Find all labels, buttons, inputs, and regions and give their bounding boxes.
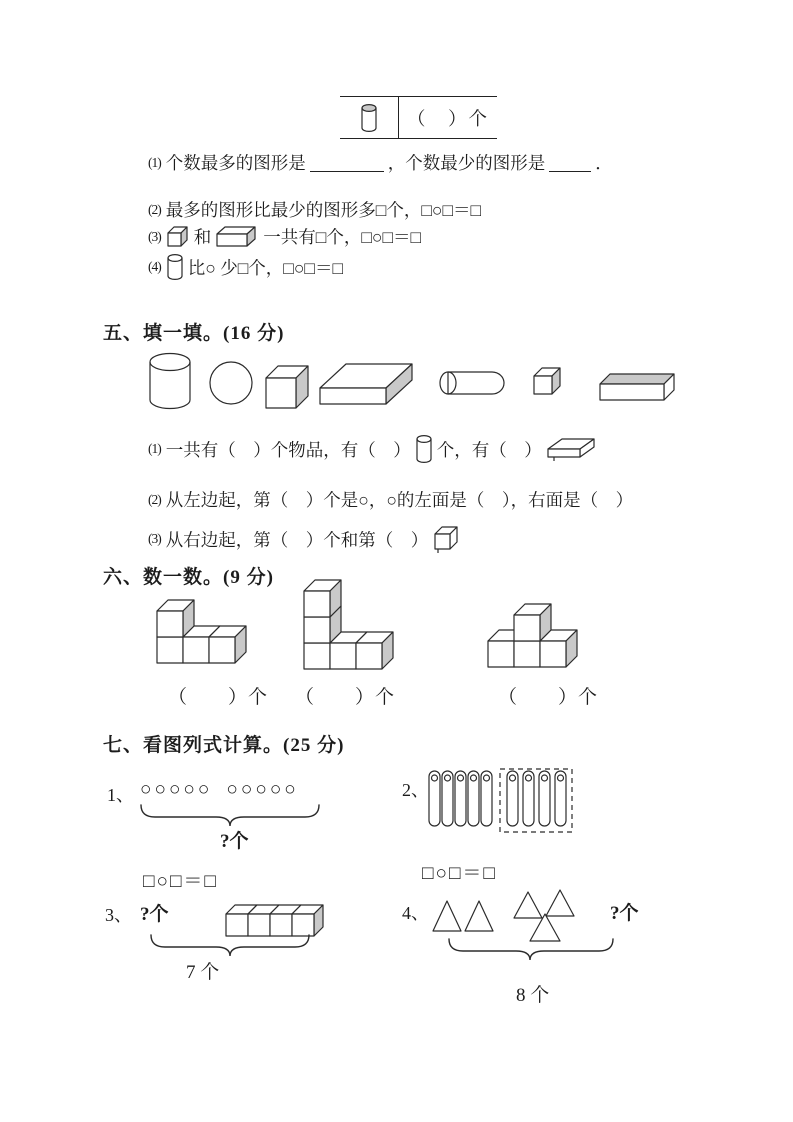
problem-1-equation: □○□＝□ (143, 871, 218, 892)
cuboid-bar-shape (598, 372, 676, 402)
table-fragment (340, 96, 497, 139)
item-text: 比○ 少□个，□○□＝□ (187, 257, 344, 278)
problem-2-number: 2、 (402, 780, 429, 800)
answer-blank (549, 153, 591, 172)
sec6-title: 六、数一数。(9 分) (103, 567, 274, 588)
table-cell-count: （ ）个 (406, 109, 489, 130)
problem-3-total: 7 个 (186, 962, 220, 983)
item-text: 最多的图形比最少的图形多□个，□○□＝□ (165, 200, 482, 220)
count-answer-3: （ ）个 (498, 687, 599, 708)
cube-icon (432, 524, 460, 554)
item-number: (3) (148, 531, 161, 546)
item-text: 从左边起，第（ ）个是○，○的左面是（ ），右面是（ ） (165, 490, 634, 510)
item-text: ，个数最少的图形是 (387, 153, 546, 173)
problem-1-circles (140, 779, 299, 801)
sec4-item-2 (148, 197, 481, 222)
item-number: (1) (148, 154, 161, 170)
count-answer-2: （ ）个 (295, 687, 396, 708)
cube-figure-2 (302, 576, 398, 676)
problem-2-sticks (428, 768, 574, 834)
brace-under (448, 938, 614, 962)
cube-shape (264, 362, 310, 410)
cuboid-flat-icon (546, 436, 596, 462)
cylinder-horizontal-shape (438, 370, 506, 396)
item-text: 一共有（ ）个物品，有（ ） (165, 439, 411, 460)
cube-figure-3 (486, 600, 582, 674)
item-text: 和 (193, 227, 212, 247)
count-answer-1: （ ）个 (168, 687, 269, 708)
item-text: ． (595, 153, 613, 173)
problem-3-number: 3、 (105, 905, 132, 925)
problem-3-question: ?个 (140, 904, 169, 925)
item-text: 从右边起，第（ ）个和第（ ） (165, 529, 429, 550)
item-number: (2) (148, 201, 161, 217)
sec5-item-2 (148, 487, 633, 512)
problem-4-number: 4、 (402, 903, 429, 923)
circle-shape (208, 360, 254, 406)
circle-group-2: ○○○○○ (226, 779, 299, 800)
cuboid-icon (215, 225, 259, 249)
item-number: (4) (148, 259, 161, 274)
problem-1-number: 1、 (107, 785, 134, 805)
problem-2-equation: □○□＝□ (422, 863, 497, 884)
sec7-title: 七、看图列式计算。(25 分) (103, 735, 345, 756)
sec4-item-3 (148, 224, 421, 249)
answer-blank (310, 153, 384, 172)
sec5-item-1 (148, 434, 596, 464)
sec4-item-4 (148, 253, 343, 281)
cylinder-shape (148, 352, 192, 410)
problem-4-total: 8 个 (516, 985, 550, 1006)
small-cube-shape (532, 366, 562, 396)
problem-1-question: ?个 (220, 831, 249, 852)
item-number: (3) (148, 228, 161, 244)
cylinder-icon (359, 102, 379, 134)
problem-4-question: ?个 (610, 903, 639, 924)
cylinder-icon (415, 434, 433, 464)
sec5-title: 五、填一填。(16 分) (103, 323, 285, 344)
cylinder-icon (166, 253, 184, 281)
circle-group-1: ○○○○○ (140, 779, 213, 800)
brace-under (150, 934, 310, 958)
item-text: 一共有□个，□○□＝□ (263, 227, 422, 247)
sec5-shapes-row (148, 350, 676, 410)
problem-4-triangle-cluster (512, 886, 582, 944)
brace-under (140, 804, 320, 828)
item-number: (2) (148, 491, 161, 507)
table-cell-shape (340, 97, 399, 138)
item-text: 个，有（ ） (436, 439, 542, 460)
item-number: (1) (148, 441, 161, 456)
cuboid-flat-shape (318, 358, 414, 408)
problem-4-triangle-pair (432, 898, 496, 934)
cube-figure-1 (155, 596, 251, 670)
sec5-item-3 (148, 524, 460, 554)
item-text: 个数最多的图形是 (165, 153, 306, 173)
cube-icon (166, 225, 190, 249)
sec4-item-1 (148, 150, 613, 175)
